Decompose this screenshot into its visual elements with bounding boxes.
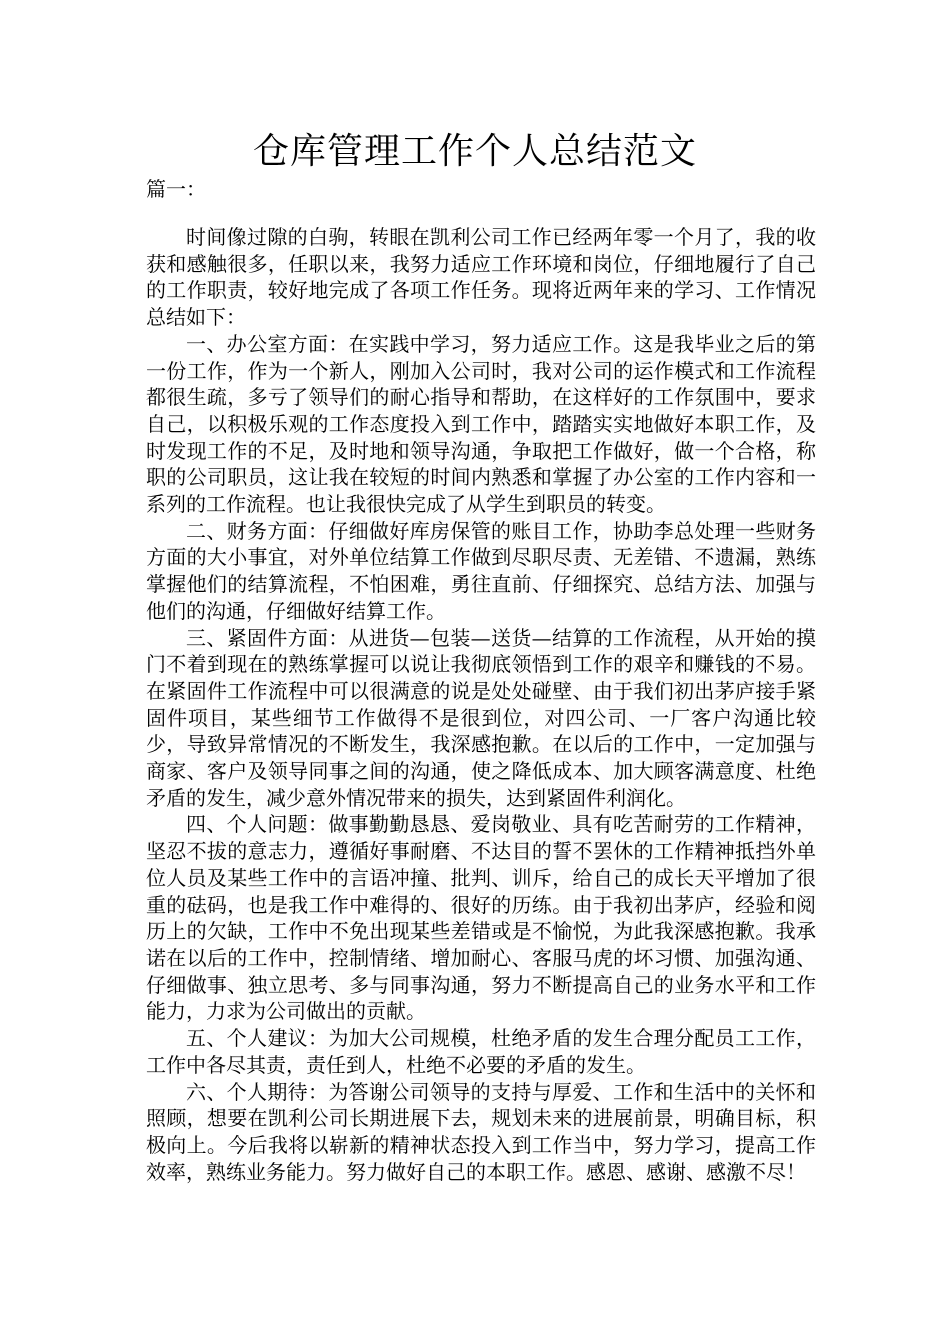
paragraph-personal-issues: 四、个人问题：做事勤勤恳恳、爱岗敬业、具有吃苦耐劳的工作精神，坚忍不拔的意志力，遵循好事耐磨、不达目的誓不罢休的工作精神抵挡外单位人员及某些工作中的言语冲撞、批判、训斥，给自己的成长天平增加了很重的砝码，也是我工作中难得的、很好的历练。由于我初出茅庐，经验和阅历上的欠缺，工作中不免出现某些差错或是不愉悦，为此我深感抱歉。我承诺在以后的工作中，控制情绪、增加耐心、客服马虎的坏习惯、加强沟通、仔细做事、独立思考、多与同事沟通，努力不断提高自己的业务水平和工作能力，力求为公司做出的贡献。 <box>146 812 816 1024</box>
paragraph-fasteners: 三、紧固件方面：从进货—包装—送货—结算的工作流程，从开始的摸门不着到现在的熟练掌握可以说让我彻底领悟到工作的艰辛和赚钱的不易。在紧固件工作流程中可以很满意的说是处处碰壁、由于我们初出茅庐接手紧固件项目，某些细节工作做得不是很到位，对四公司、一厂客户沟通比较少，导致异常情况的不断发生，我深感抱歉。在以后的工作中，一定加强与商家、客户及领导同事之间的沟通，使之降低成本、加大顾客满意度、杜绝矛盾的发生，减少意外情况带来的损失，达到紧固件利润化。 <box>146 625 816 810</box>
paragraph-finance: 二、财务方面：仔细做好库房保管的账目工作，协助李总处理一些财务方面的大小事宜，对外单位结算工作做到尽职尽责、无差错、不遗漏，熟练掌握他们的结算流程，不怕困难，勇往直前、仔细探究、总结方法、加强与他们的沟通，仔细做好结算工作。 <box>146 518 816 623</box>
section-label: 篇一： <box>146 177 206 201</box>
paragraph-personal-suggestions: 五、个人建议：为加大公司规模，杜绝矛盾的发生合理分配员工工作，工作中各尽其责，责任到人，杜绝不必要的矛盾的发生。 <box>146 1026 816 1077</box>
document-title: 仓库管理工作个人总结范文 <box>252 131 697 172</box>
document-body <box>146 224 816 1185</box>
paragraph-personal-expectations: 六、个人期待：为答谢公司领导的支持与厚爱、工作和生活中的关怀和照顾，想要在凯利公司长期进展下去，规划未来的进展前景，明确目标，积极向上。今后我将以崭新的精神状态投入到工作当中，努力学习，提高工作效率，熟练业务能力。努力做好自己的本职工作。感恩、感谢、感激不尽！ <box>146 1079 816 1184</box>
paragraph-office: 一、办公室方面：在实践中学习，努力适应工作。这是我毕业之后的第一份工作，作为一个新人，刚加入公司时，我对公司的运作模式和工作流程都很生疏，多亏了领导们的耐心指导和帮助，在这样好的工作氛围中，要求自己，以积极乐观的工作态度投入到工作中，踏踏实实地做好本职工作，及时发现工作的不足，及时地和领导沟通，争取把工作做好，做一个合格，称职的公司职员，这让我在较短的时间内熟悉和掌握了办公室的工作内容和一系列的工作流程。也让我很快完成了从学生到职员的转变。 <box>146 331 816 517</box>
paragraph-intro: 时间像过隙的白驹，转眼在凯利公司工作已经两年零一个月了，我的收获和感触很多，任职以来，我努力适应工作环境和岗位，仔细地履行了自己的工作职责，较好地完成了各项工作任务。现将近两年来的学习、工作情况总结如下： <box>146 225 816 330</box>
